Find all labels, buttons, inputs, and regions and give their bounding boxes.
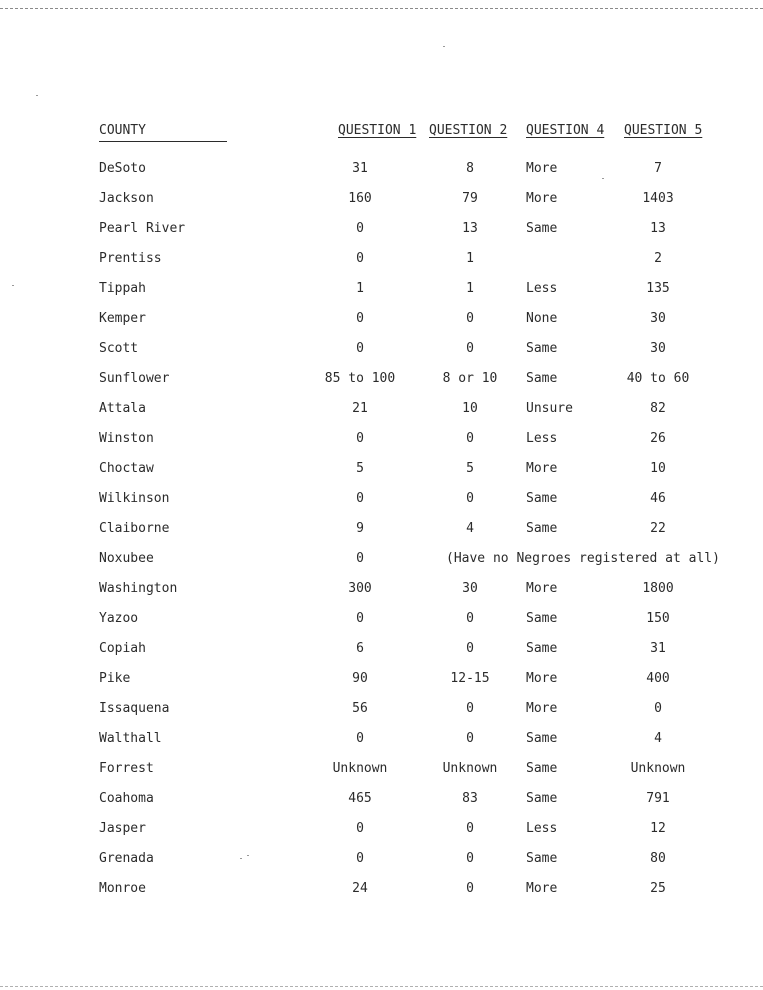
table-row <box>0 400 763 430</box>
county-cell: Winston <box>99 431 154 446</box>
question-2-cell: 1 <box>466 251 474 266</box>
county-cell: Scott <box>99 341 139 356</box>
county-table <box>0 122 763 910</box>
scan-speck <box>36 95 38 96</box>
question-5-cell: 31 <box>650 641 666 656</box>
table-row <box>0 160 763 190</box>
question-2-cell: 12-15 <box>450 671 490 686</box>
question-2-cell: 0 <box>466 311 474 326</box>
table-row <box>0 190 763 220</box>
question-1-cell: 31 <box>352 161 368 176</box>
county-cell: Attala <box>99 401 146 416</box>
table-row <box>0 340 763 370</box>
table-row <box>0 820 763 850</box>
scan-speck <box>443 46 445 47</box>
question-4-cell: Same <box>526 221 558 236</box>
table-row <box>0 880 763 910</box>
question-1-cell: 0 <box>356 311 364 326</box>
question-5-cell: 25 <box>650 881 666 896</box>
question-1-cell: Unknown <box>332 761 388 776</box>
question-4-cell: Same <box>526 731 558 746</box>
county-cell: Choctaw <box>99 461 154 476</box>
row-note: (Have no Negroes registered at all) <box>446 551 720 566</box>
scanned-bottom-edge <box>0 986 763 987</box>
table-row <box>0 490 763 520</box>
table-row <box>0 310 763 340</box>
county-cell: Claiborne <box>99 521 170 536</box>
county-cell: Washington <box>99 581 178 596</box>
table-row <box>0 280 763 310</box>
county-cell: Kemper <box>99 311 146 326</box>
question-2-cell: 0 <box>466 821 474 836</box>
question-2-cell: 0 <box>466 341 474 356</box>
question-4-cell: Same <box>526 341 558 356</box>
county-cell: Walthall <box>99 731 162 746</box>
question-5-cell: 82 <box>650 401 666 416</box>
question-2-cell: 8 <box>466 161 474 176</box>
question-2-cell: 13 <box>462 221 478 236</box>
question-5-cell: 135 <box>646 281 670 296</box>
question-1-cell: 9 <box>356 521 364 536</box>
question-4-cell: Same <box>526 641 558 656</box>
question-1-cell: 0 <box>356 431 364 446</box>
question-1-cell: 0 <box>356 731 364 746</box>
table-row <box>0 550 763 580</box>
question-1-cell: 300 <box>348 581 372 596</box>
question-1-cell: 465 <box>348 791 372 806</box>
question-4-cell: Same <box>526 761 558 776</box>
county-cell: Wilkinson <box>99 491 170 506</box>
question-1-cell: 24 <box>352 881 368 896</box>
county-cell: Jackson <box>99 191 154 206</box>
question-2-cell: 30 <box>462 581 478 596</box>
question-4-cell: More <box>526 881 558 896</box>
question-5-cell: 80 <box>650 851 666 866</box>
table-row <box>0 760 763 790</box>
header-question-4: QUESTION 4 <box>526 123 605 138</box>
question-2-cell: 8 or 10 <box>442 371 498 386</box>
header-question-2: QUESTION 2 <box>429 123 508 138</box>
question-5-cell: 30 <box>650 341 666 356</box>
table-row <box>0 580 763 610</box>
question-5-cell: 791 <box>646 791 670 806</box>
question-5-cell: 7 <box>654 161 662 176</box>
county-cell: Pearl River <box>99 221 186 236</box>
question-5-cell: 22 <box>650 521 666 536</box>
question-4-cell: More <box>526 461 558 476</box>
question-5-cell: 46 <box>650 491 666 506</box>
question-2-cell: 83 <box>462 791 478 806</box>
question-1-cell: 56 <box>352 701 368 716</box>
question-2-cell: 0 <box>466 431 474 446</box>
question-1-cell: 0 <box>356 851 364 866</box>
table-body <box>0 160 763 910</box>
county-cell: Jasper <box>99 821 146 836</box>
question-4-cell: More <box>526 161 558 176</box>
question-4-cell: Less <box>526 821 558 836</box>
question-4-cell: More <box>526 671 558 686</box>
question-1-cell: 5 <box>356 461 364 476</box>
question-2-cell: 5 <box>466 461 474 476</box>
table-row <box>0 700 763 730</box>
question-1-cell: 85 to 100 <box>324 371 396 386</box>
question-4-cell: Same <box>526 851 558 866</box>
question-4-cell: Same <box>526 521 558 536</box>
question-4-cell: None <box>526 311 558 326</box>
question-4-cell: Same <box>526 491 558 506</box>
county-cell: Tippah <box>99 281 146 296</box>
question-4-cell: More <box>526 191 558 206</box>
table-row <box>0 790 763 820</box>
question-1-cell: 6 <box>356 641 364 656</box>
question-2-cell: 79 <box>462 191 478 206</box>
table-row <box>0 430 763 460</box>
county-cell: Forrest <box>99 761 154 776</box>
question-4-cell: More <box>526 581 558 596</box>
question-2-cell: 1 <box>466 281 474 296</box>
question-5-cell: 12 <box>650 821 666 836</box>
county-cell: Pike <box>99 671 131 686</box>
county-cell: Copiah <box>99 641 146 656</box>
table-row <box>0 460 763 490</box>
county-cell: Yazoo <box>99 611 139 626</box>
county-cell: Grenada <box>99 851 154 866</box>
question-1-cell: 0 <box>356 611 364 626</box>
scanned-top-edge <box>0 0 763 9</box>
question-5-cell: 10 <box>650 461 666 476</box>
question-5-cell: 2 <box>654 251 662 266</box>
header-county: COUNTY <box>99 122 227 142</box>
question-2-cell: 0 <box>466 881 474 896</box>
table-header-row <box>0 122 763 160</box>
question-5-cell: 1403 <box>642 191 674 206</box>
question-5-cell: 40 to 60 <box>626 371 690 386</box>
question-5-cell: 26 <box>650 431 666 446</box>
question-4-cell: Same <box>526 611 558 626</box>
question-2-cell: 4 <box>466 521 474 536</box>
table-row <box>0 520 763 550</box>
question-2-cell: 0 <box>466 701 474 716</box>
question-5-cell: 13 <box>650 221 666 236</box>
question-1-cell: 0 <box>356 341 364 356</box>
county-cell: Monroe <box>99 881 146 896</box>
table-row <box>0 850 763 880</box>
table-row <box>0 610 763 640</box>
question-1-cell: 0 <box>356 251 364 266</box>
question-1-cell: 0 <box>356 221 364 236</box>
question-2-cell: 0 <box>466 731 474 746</box>
header-question-5: QUESTION 5 <box>624 123 703 138</box>
question-1-cell: 90 <box>352 671 368 686</box>
question-5-cell: 150 <box>646 611 670 626</box>
question-2-cell: 10 <box>462 401 478 416</box>
question-5-cell: 4 <box>654 731 662 746</box>
county-cell: DeSoto <box>99 161 146 176</box>
question-4-cell: Less <box>526 281 558 296</box>
question-1-cell: 0 <box>356 821 364 836</box>
county-cell: Issaquena <box>99 701 170 716</box>
table-row <box>0 220 763 250</box>
question-4-cell: Less <box>526 431 558 446</box>
question-4-cell: More <box>526 701 558 716</box>
question-4-cell: Same <box>526 371 558 386</box>
question-2-cell: 0 <box>466 641 474 656</box>
question-5-cell: 0 <box>654 701 662 716</box>
table-row <box>0 730 763 760</box>
question-5-cell: 1800 <box>642 581 674 596</box>
table-row <box>0 250 763 280</box>
question-1-cell: 21 <box>352 401 368 416</box>
question-2-cell: 0 <box>466 491 474 506</box>
county-cell: Prentiss <box>99 251 162 266</box>
question-2-cell: 0 <box>466 611 474 626</box>
table-row <box>0 370 763 400</box>
table-row <box>0 670 763 700</box>
question-1-cell: 0 <box>356 491 364 506</box>
question-5-cell: 30 <box>650 311 666 326</box>
county-cell: Sunflower <box>99 371 170 386</box>
header-question-1: QUESTION 1 <box>338 123 417 138</box>
question-2-cell: 0 <box>466 851 474 866</box>
question-4-cell: Same <box>526 791 558 806</box>
county-cell: Coahoma <box>99 791 154 806</box>
table-row <box>0 640 763 670</box>
question-5-cell: 400 <box>646 671 670 686</box>
question-1-cell: 1 <box>356 281 364 296</box>
question-1-cell: 0 <box>356 551 364 566</box>
question-1-cell: 160 <box>348 191 372 206</box>
question-2-cell: Unknown <box>442 761 498 776</box>
question-5-cell: Unknown <box>630 761 686 776</box>
question-4-cell: Unsure <box>526 401 573 416</box>
county-cell: Noxubee <box>99 551 154 566</box>
